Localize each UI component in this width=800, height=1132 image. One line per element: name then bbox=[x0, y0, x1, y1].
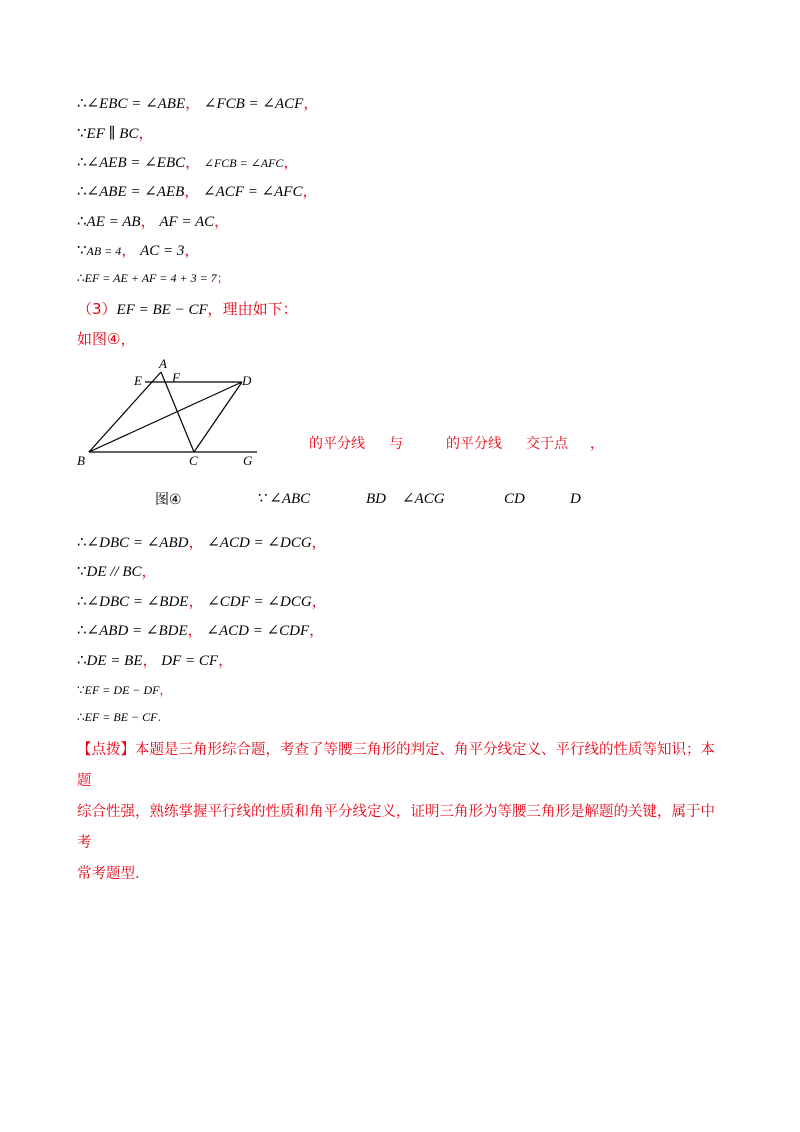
label-C: C bbox=[189, 453, 198, 468]
math-fragment: ∠ACG bbox=[402, 491, 445, 507]
statement-text: 的平分线 bbox=[309, 436, 365, 452]
proof-line: ∴DE = BE， DF = CF， bbox=[77, 651, 234, 669]
figure-caption: 图④ bbox=[155, 492, 182, 508]
proof-line: ∵AB = 4， AC = 3， bbox=[77, 241, 200, 259]
proof-line: ∴∠AEB = ∠EBC， ∠FCB = ∠AFC， bbox=[77, 153, 299, 171]
proof-line: ∴∠ABE = ∠AEB， ∠ACF = ∠AFC， bbox=[77, 182, 318, 200]
statement-text: 交于点 bbox=[526, 436, 568, 452]
proof-line: ∴∠DBC = ∠BDE， ∠CDF = ∠DCG， bbox=[77, 592, 327, 610]
label-D: D bbox=[242, 373, 252, 388]
statement-text: 的平分线 bbox=[446, 436, 502, 452]
note-line-2: 综合性强，熟练掌握平行线的性质和角平分线定义，证明三角形为等腰三角形是解题的关键，属于中考 bbox=[77, 804, 715, 851]
proof-line: ∵EF = DE − DF， bbox=[77, 683, 172, 697]
label-G: G bbox=[243, 453, 253, 468]
proof-line: ∵DE // BC， bbox=[77, 562, 157, 580]
statement-text: 与 bbox=[389, 436, 403, 452]
statement-text: ， bbox=[590, 436, 604, 452]
math-fragment: D bbox=[570, 491, 581, 507]
proof-line: ∴∠EBC = ∠ABE， ∠FCB = ∠ACF， bbox=[77, 94, 319, 112]
label-E: E bbox=[134, 373, 142, 388]
note-tag: 【点拨】 bbox=[77, 742, 135, 758]
segment-BA bbox=[89, 372, 161, 452]
proof-line: ∴∠DBC = ∠ABD， ∠ACD = ∠DCG， bbox=[77, 533, 327, 551]
math-fragment: BD bbox=[366, 491, 386, 507]
label-A: A bbox=[159, 356, 167, 371]
proof-line: ∴∠ABD = ∠BDE， ∠ACD = ∠CDF， bbox=[77, 621, 325, 639]
note-paragraph bbox=[77, 735, 727, 890]
figure-reference: 如图④， bbox=[77, 330, 136, 348]
label-F: F bbox=[172, 370, 180, 385]
math-fragment: CD bbox=[504, 491, 525, 507]
note-line-3: 常考题型. bbox=[77, 866, 140, 882]
proof-line: ∴AE = AB， AF = AC， bbox=[77, 212, 230, 230]
part-3-heading: （3）EF = BE − CF，理由如下： bbox=[77, 300, 298, 318]
note-line-1: 【点拨】本题是三角形综合题，考查了等腰三角形的判定、角平分线定义、平行线的性质等知识；本题 bbox=[77, 742, 715, 789]
proof-line: ∴EF = BE − CF. bbox=[77, 710, 162, 724]
segment-BD bbox=[89, 382, 242, 452]
proof-line: ∴EF = AE + AF = 4 + 3 = 7； bbox=[77, 271, 229, 285]
proof-line: ∵EF ∥ BC， bbox=[77, 124, 154, 142]
geometry-figure bbox=[77, 352, 277, 477]
math-fragment: ∵ ∠ABC bbox=[256, 491, 311, 507]
label-B: B bbox=[77, 453, 85, 468]
